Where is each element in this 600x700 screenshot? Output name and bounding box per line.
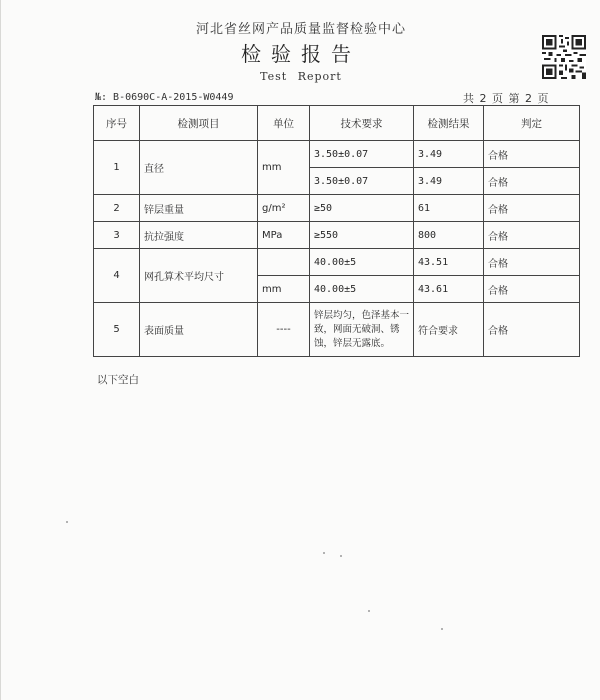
result: 符合要求 (414, 303, 484, 357)
scan-speck (340, 555, 342, 557)
result: 800 (414, 222, 484, 249)
result: 61 (414, 195, 484, 222)
table-header-row (94, 106, 580, 141)
column-header: 判定 (484, 106, 580, 141)
row-number: 5 (94, 303, 140, 357)
requirement: 40.00±5 (310, 276, 414, 303)
verdict: 合格 (484, 141, 580, 168)
requirement: 3.50±0.07 (310, 168, 414, 195)
unit (258, 249, 310, 276)
row-number: 3 (94, 222, 140, 249)
table-row (94, 141, 580, 168)
requirement: 40.00±5 (310, 249, 414, 276)
verdict: 合格 (484, 249, 580, 276)
result: 3.49 (414, 141, 484, 168)
table-row (94, 222, 580, 249)
unit: g/m² (258, 195, 310, 222)
column-header: 单位 (258, 106, 310, 141)
scan-speck (441, 628, 443, 630)
report-number: №: B-0690C-A-2015-W0449 (95, 92, 234, 103)
scan-speck (368, 610, 370, 612)
column-header: 序号 (94, 106, 140, 141)
table-row (94, 195, 580, 222)
blank-below-note: 以下空白 (97, 374, 139, 386)
page-count: 共 2 页 第 2 页 (463, 92, 550, 105)
verdict: 合格 (484, 303, 580, 357)
unit: mm (258, 141, 310, 195)
test-item: 抗拉强度 (140, 222, 258, 249)
verdict: 合格 (484, 195, 580, 222)
result: 43.61 (414, 276, 484, 303)
unit: MPa (258, 222, 310, 249)
verdict: 合格 (484, 276, 580, 303)
test-item: 直径 (140, 141, 258, 195)
organization-name: 河北省丝网产品质量监督检验中心 (195, 22, 406, 37)
column-header: 检测项目 (140, 106, 258, 141)
table-row (94, 303, 580, 357)
verdict: 合格 (484, 168, 580, 195)
column-header: 技术要求 (310, 106, 414, 141)
result: 43.51 (414, 249, 484, 276)
test-item: 网孔算术平均尺寸 (140, 249, 258, 303)
report-title: 检验报告 (241, 42, 361, 66)
row-number: 4 (94, 249, 140, 303)
scan-speck (323, 552, 325, 554)
row-number: 1 (94, 141, 140, 195)
unit: mm (258, 276, 310, 303)
requirement: 锌层均匀，色泽基本一致，网面无破洞、锈蚀，锌层无露底。 (310, 303, 414, 357)
result: 3.49 (414, 168, 484, 195)
column-header: 检测结果 (414, 106, 484, 141)
requirement: 3.50±0.07 (310, 141, 414, 168)
table-row (94, 249, 580, 276)
scan-speck (66, 521, 68, 523)
unit: ---- (258, 303, 310, 357)
qr-code-icon (542, 35, 586, 79)
requirement: ≥50 (310, 195, 414, 222)
row-number: 2 (94, 195, 140, 222)
test-results-table (93, 105, 580, 357)
requirement: ≥550 (310, 222, 414, 249)
report-subtitle: Test Report (260, 70, 342, 83)
test-item: 锌层重量 (140, 195, 258, 222)
verdict: 合格 (484, 222, 580, 249)
test-item: 表面质量 (140, 303, 258, 357)
